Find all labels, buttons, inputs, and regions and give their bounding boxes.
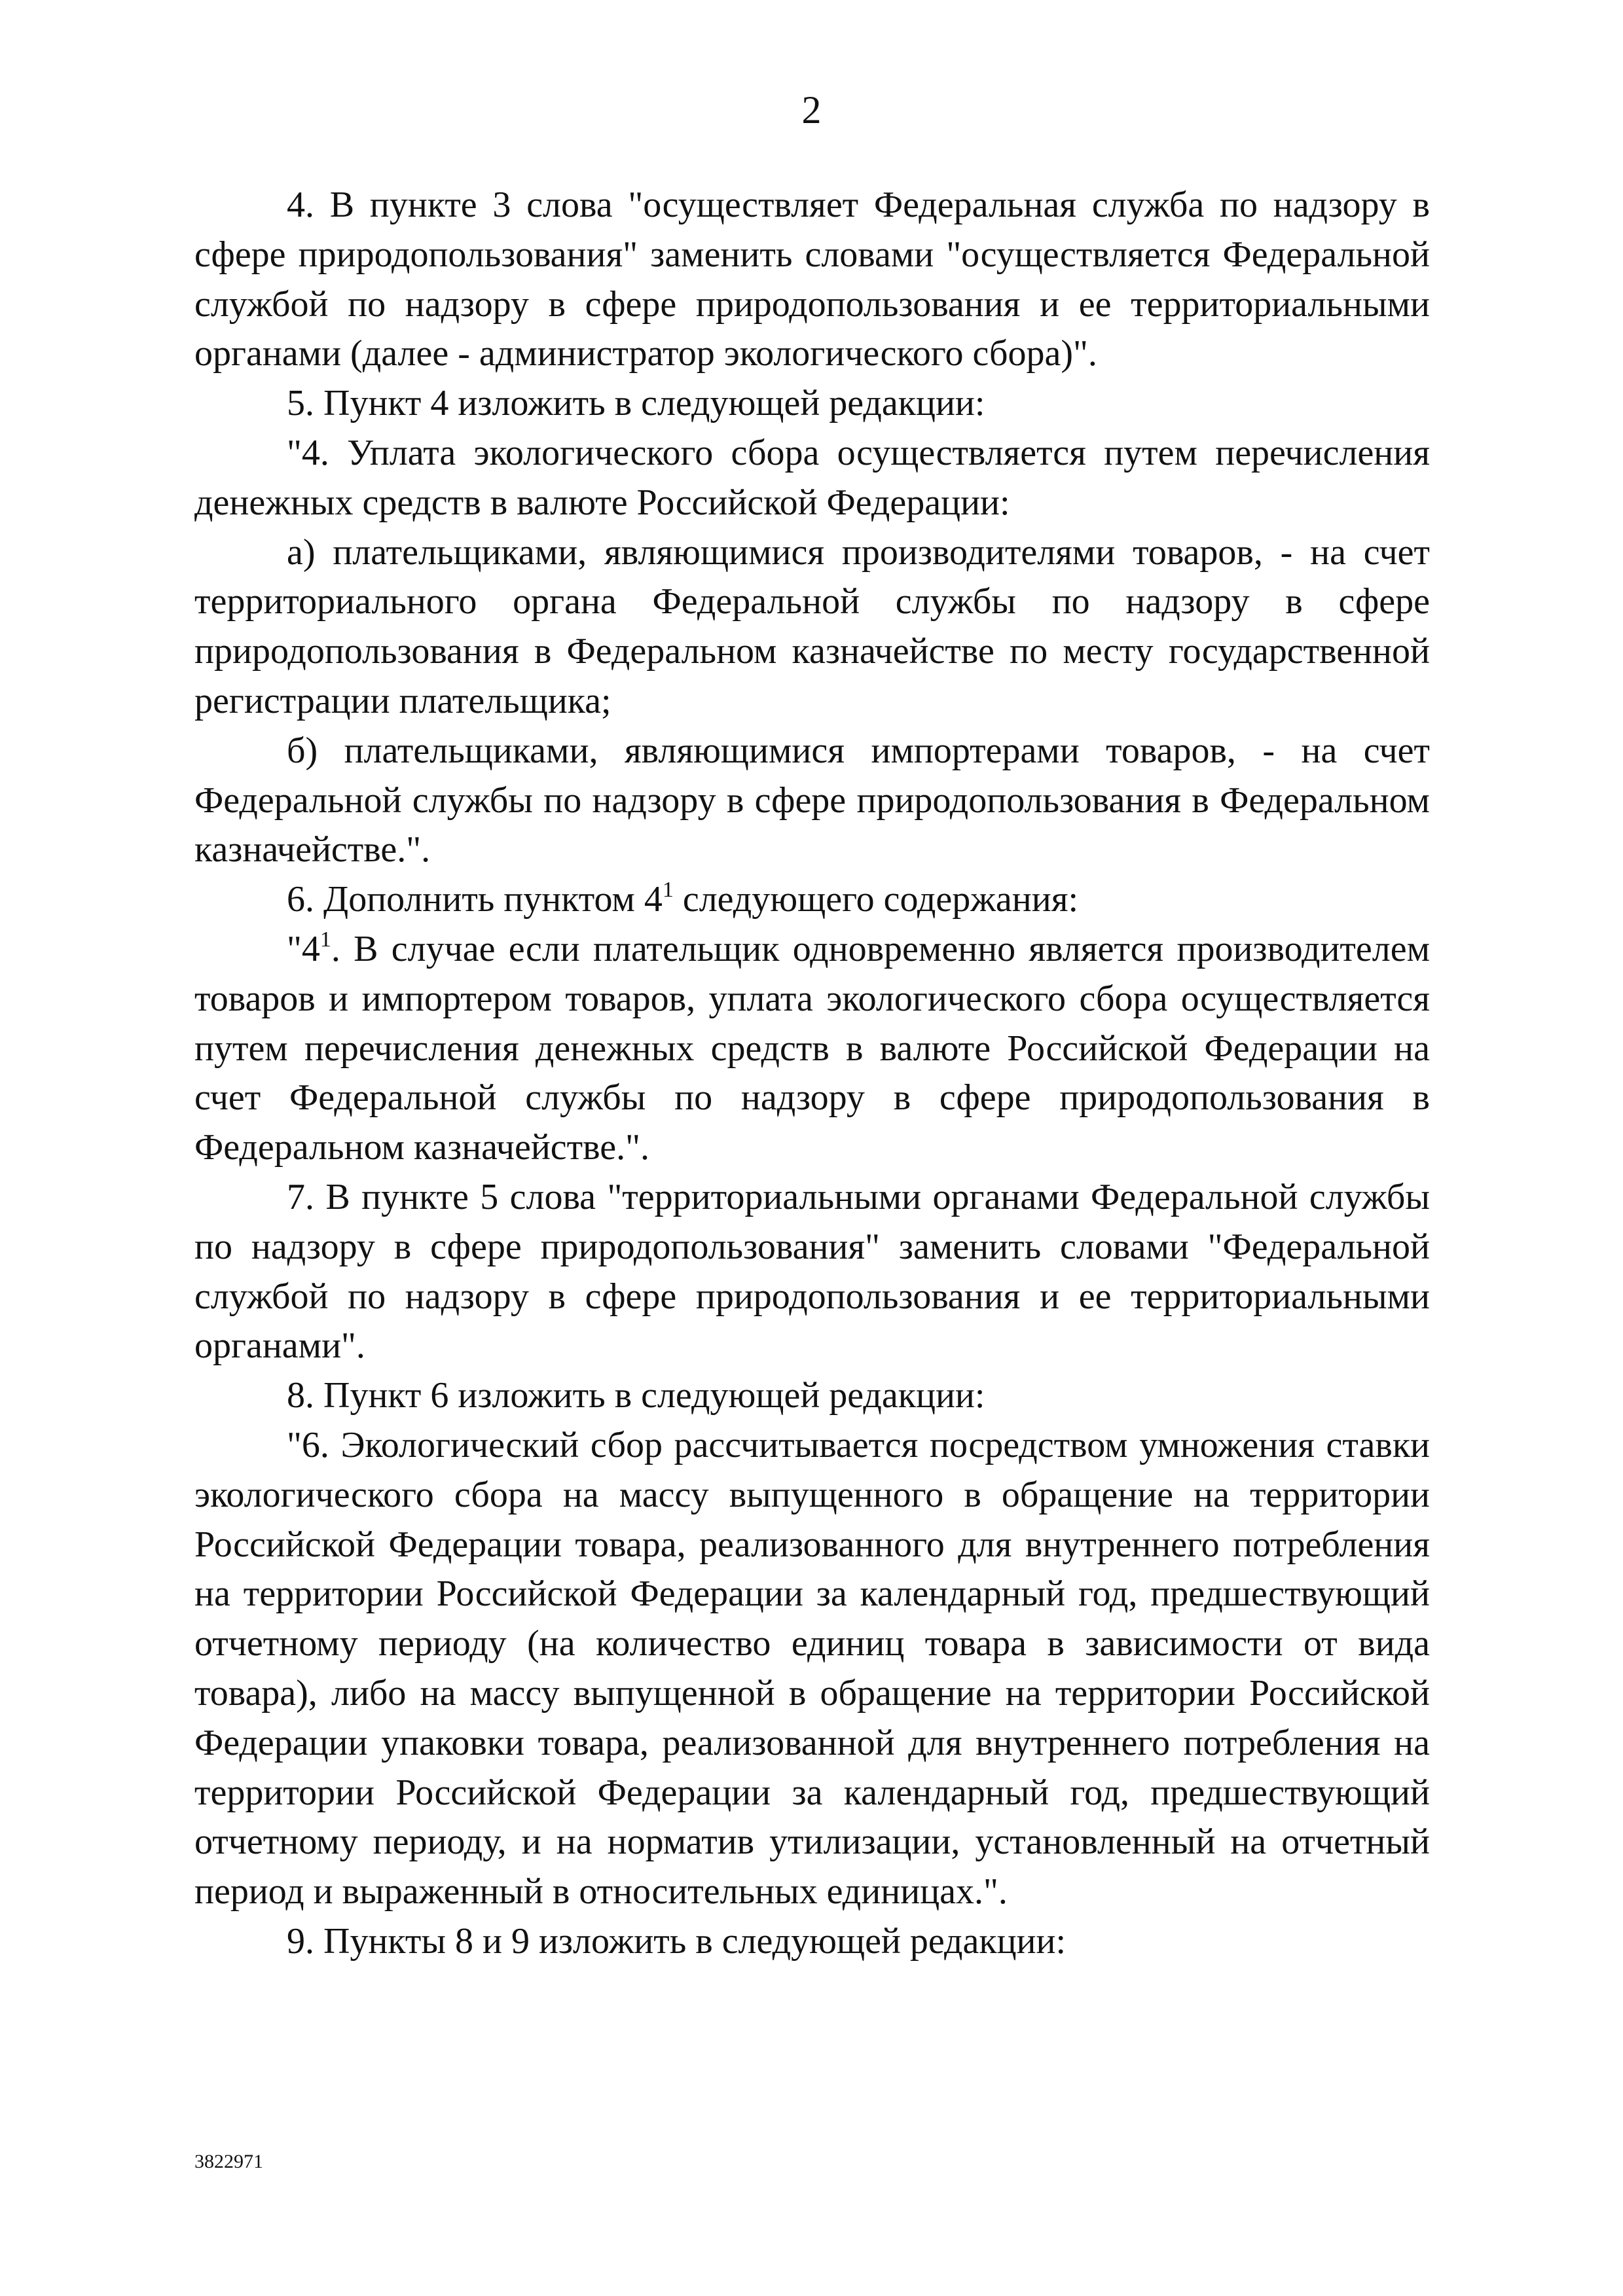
paragraph-item-4: 4. В пункте 3 слова "осуществляет Федеральная служба по надзору в сфере природопользования" заменить словами "осуществляется Федеральной службой по надзору в сфере природопользования и ее территориальными органами (далее - администратор экологического сбора)". (194, 185, 1430, 374)
paragraph-item-8: 8. Пункт 6 изложить в следующей редакции: (287, 1375, 985, 1416)
paragraph-quote-point-4-1-before: "4 (287, 928, 320, 969)
paragraph-quote-point-6: "6. Экологический сбор рассчитывается посредством умножения ставки экологического сбора на массу выпущенного в обращение на территории Российской Федерации товара, реализованного для внутреннего потребления на территории Российской Федерации за календарный год, предшествующий отчетному периоду (на количество единиц товара в зависимости от вида товара), либо на массу выпущенной в обращение на территории Российской Федерации упаковки товара, реализованной для внутреннего потребления на территории Российской Федерации за календарный год, предшествующий отчетному периоду, и на норматив утилизации, установленный на отчетный период и выраженный в относительных единицах.". (194, 1424, 1430, 1912)
paragraph-quote-point-4-1-after: . В случае если плательщик одновременно является производителем товаров и импортером товаров, уплата экологического сбора осуществляется путем перечисления денежных средств в валюте Российской Федерации на счет Федеральной службы по надзору в сфере природопользования в Федеральном казначействе.". (194, 928, 1430, 1168)
paragraph-quote-point-4-1 (194, 925, 1430, 1173)
paragraph-item-5: 5. Пункт 4 изложить в следующей редакции: (287, 383, 985, 424)
paragraph-item-6-after: следующего содержания: (673, 879, 1079, 920)
paragraph-subpoint-a: а) плательщиками, являющимися производителями товаров, - на счет территориального органа Федеральной службы по надзору в сфере природопользования в Федеральном казначействе по месту государственной регистрации плательщика; (194, 531, 1430, 721)
paragraph-item-7: 7. В пункте 5 слова "территориальными органами Федеральной службы по надзору в сфере природопользования" заменить словами "Федеральной службой по надзору в сфере природопользования и ее территориальными органами". (194, 1176, 1430, 1367)
paragraph-quote-point-4: "4. Уплата экологического сбора осуществляется путем перечисления денежных средств в валюте Российской Федерации: (194, 432, 1430, 523)
paragraph-subpoint-b: б) плательщиками, являющимися импортерами товаров, - на счет Федеральной службы по надзору в сфере природопользования в Федеральном казначействе.". (194, 730, 1430, 870)
paragraph-item-9: 9. Пункты 8 и 9 изложить в следующей редакции: (287, 1920, 1067, 1962)
paragraph-item-6-before: 6. Дополнить пунктом 4 (287, 879, 663, 920)
document-body (194, 181, 1430, 1967)
paragraph-item-6 (194, 875, 1430, 925)
document-id: 3822971 (194, 2151, 263, 2172)
superscript-1: 1 (319, 927, 331, 952)
superscript-1: 1 (662, 878, 674, 903)
page-number: 2 (801, 88, 822, 132)
